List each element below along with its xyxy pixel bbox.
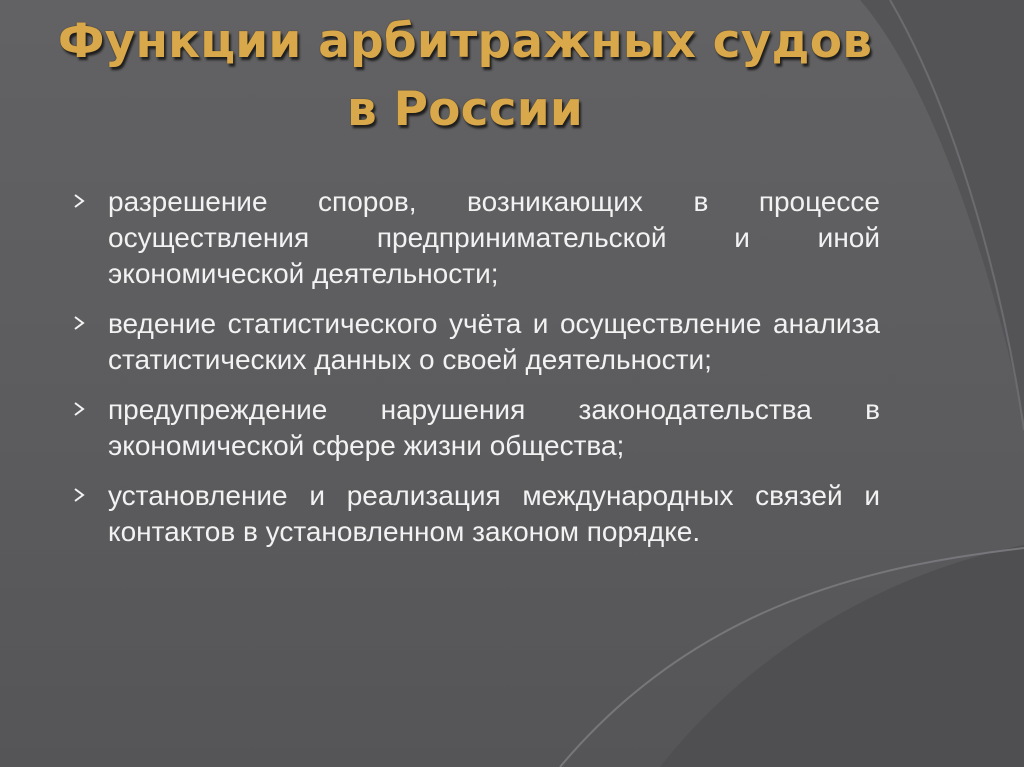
bullet-text: предупреждение нарушения законодательства в экономической сфере жизни общества; — [108, 394, 880, 461]
bullet-text: разрешение споров, возникающих в процессе осуществления предпринимательской и иной экономической деятельности; — [108, 186, 880, 289]
bullet-text: ведение статистического учёта и осуществление анализа статистических данных о своей деятельности; — [108, 308, 880, 375]
bullet-list — [72, 184, 880, 564]
chevron-right-icon — [72, 184, 108, 218]
bullet-item — [72, 306, 880, 378]
chevron-right-icon — [72, 306, 108, 340]
chevron-right-icon — [72, 392, 108, 426]
bullet-item — [72, 478, 880, 550]
chevron-right-icon — [72, 478, 108, 512]
bullet-item — [72, 392, 880, 464]
bullet-item — [72, 184, 880, 292]
slide-title: Функции арбитражных судов в России — [57, 14, 873, 137]
bullet-text: установление и реализация международных связей и контактов в установленном законом порядке. — [108, 480, 880, 547]
